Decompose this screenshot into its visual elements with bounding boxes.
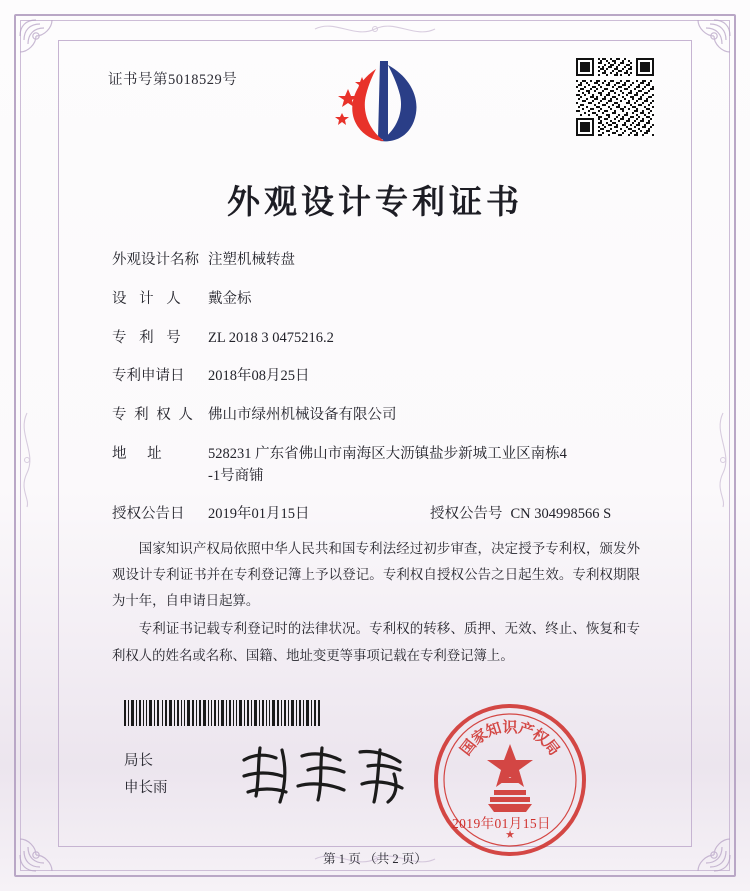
certificate-number: 证书号第5018529号 — [108, 72, 238, 88]
svg-text:★: ★ — [505, 829, 515, 841]
field-value: 2018年08月25日 — [208, 368, 310, 385]
field-label: 专 利 权 人 — [112, 407, 195, 423]
svg-text:家: 家 — [469, 726, 491, 749]
director-title: 局长 — [124, 753, 153, 769]
svg-text:识: 识 — [502, 720, 518, 736]
field-list — [112, 250, 652, 543]
field-row-patentee — [112, 405, 652, 427]
field-row-design-name — [112, 250, 652, 272]
svg-text:权: 权 — [529, 726, 551, 749]
paragraph-2: 专利证书记载专利登记时的法律状况。专利权的转移、质押、无效、终止、恢复和专利权人的姓名或名称、国籍、地址变更等事项记载在专利登记簿上。 — [112, 621, 640, 663]
field-row-grant — [112, 504, 652, 526]
director-block — [124, 748, 168, 802]
paragraph-1: 国家知识产权局依照中华人民共和国专利法经过初步审查，决定授予专利权，颁发外观设计专利证书并在专利登记簿上予以登记。专利权自授权公告之日起生效。专利权期限为十年，自申请日起算。 — [112, 541, 640, 609]
director-name: 申长雨 — [124, 779, 168, 796]
cnipa-emblem-icon — [318, 55, 438, 151]
address-line-1: 528231 广东省佛山市南海区大沥镇盐步新城工业区南栋4 — [208, 445, 567, 462]
seal-date: 2019年01月15日 — [452, 816, 551, 831]
field-label: 授权公告日 — [112, 506, 185, 523]
field-value: 注塑机械转盘 — [208, 252, 295, 268]
field-label: 地 址 — [112, 445, 171, 462]
grant-number-value: CN 304998566 S — [510, 506, 612, 523]
field-label: 设 计 人 — [112, 290, 186, 307]
svg-text:产: 产 — [516, 720, 536, 741]
svg-text:国: 国 — [458, 737, 480, 759]
field-row-application-date — [112, 366, 652, 388]
field-value — [208, 444, 652, 488]
director-signature — [236, 740, 416, 810]
field-row-patent-number — [112, 328, 652, 350]
svg-text:局: 局 — [540, 737, 562, 759]
address-line-2: -1号商铺 — [208, 467, 264, 484]
body-paragraphs — [112, 536, 640, 671]
grant-number-label: 授权公告号 — [430, 506, 503, 523]
field-label: 专 利 号 — [112, 329, 186, 346]
grant-date-value: 2019年01月15日 — [208, 506, 310, 523]
edge-ornament-right-icon — [712, 405, 734, 520]
field-row-address — [112, 444, 652, 488]
page-footer: 第 1 页 （共 2 页） — [323, 852, 427, 866]
svg-text:知: 知 — [484, 720, 504, 741]
qr-code — [576, 58, 654, 136]
field-value: ZL 2018 3 0475216.2 — [208, 329, 334, 346]
field-value: 佛山市绿州机械设备有限公司 — [208, 407, 397, 423]
corner-ornament-icon — [680, 18, 732, 70]
official-seal — [430, 700, 590, 860]
field-label: 外观设计名称 — [112, 252, 199, 268]
field-label: 专利申请日 — [112, 368, 185, 385]
page-title: 外观设计专利证书 — [227, 185, 523, 221]
field-value: 戴金标 — [208, 290, 252, 307]
edge-ornament-top-icon — [305, 18, 445, 45]
barcode — [124, 700, 320, 726]
field-row-designer — [112, 289, 652, 311]
corner-ornament-icon — [18, 18, 70, 70]
edge-ornament-left-icon — [16, 405, 38, 520]
